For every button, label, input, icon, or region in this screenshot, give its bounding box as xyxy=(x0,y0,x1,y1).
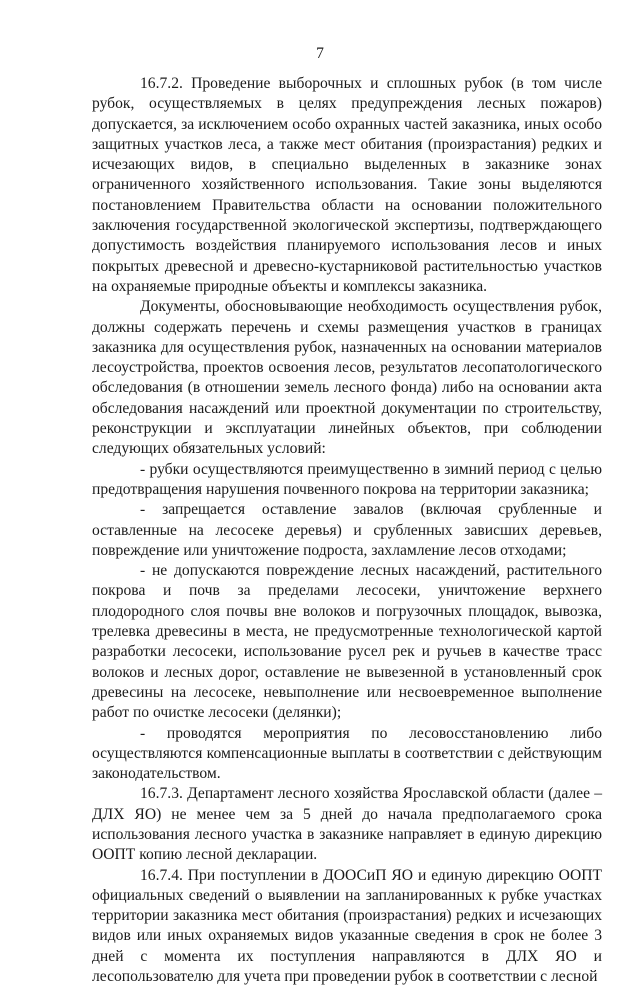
condition-reforestation: - проводятся мероприятия по лесовосстановлению либо осуществляются компенсационные выплаты в соответствии с действующим законодательством. xyxy=(92,724,602,783)
paragraph-documents-requirements: Документы, обосновывающие необходимость осуществления рубок, должны содержать перечень и схемы размещения участков в границах заказника для осуществления рубок, назначенных на основании материалов лесоустройства, проектов освоения лесов, результатов лесопатологического обследования (в отношении земель лесного фонда) либо на основании акта обследования насаждений или проектной документации по строительству, реконструкции и эксплуатации линейных объектов, при соблюдении следующих обязательных условий: xyxy=(92,298,602,458)
paragraph-16-7-3: 16.7.3. Департамент лесного хозяйства Ярославской области (далее – ДЛХ ЯО) не менее чем за 5 дней до начала предполагаемого срока использования лесного участка в заказнике направляет в единую дирекцию ООПТ копию лесной декларации. xyxy=(92,785,602,864)
document-body xyxy=(92,74,602,987)
paragraph-16-7-2: 16.7.2. Проведение выборочных и сплошных рубок (в том числе рубок, осуществляемых в целях предупреждения лесных пожаров) допускается, за исключением особо охранных частей заказника, иных особо защитных участков леса, а также мест обитания (произрастания) редких и исчезающих видов, в специально выделенных в заказнике зонах ограниченного хозяйственного использования. Такие зоны выделяются постановлением Правительства области на основании положительного заключения государственной экологической экспертизы, подтверждающего допустимость воздействия планируемого использования лесов и иных покрытых древесной и древесно-кустарниковой растительностью участков на охраняемые природные объекты и комплексы заказника. xyxy=(92,75,602,295)
paragraph-16-7-4: 16.7.4. При поступлении в ДООСиП ЯО и единую дирекцию ООПТ официальных сведений о выявлении на запланированных к рубке участках территории заказника мест обитания (произрастания) редких и исчезающих видов или иных охраняемых видов указанные сведения в срок не более 3 дней с момента их поступления направляются в ДЛХ ЯО и лесопользователю для учета при проведении рубок в соответствии с лесной xyxy=(92,866,602,986)
page-number: 7 xyxy=(316,45,324,62)
condition-winter-felling: - рубки осуществляются преимущественно в зимний период с целью предотвращения нарушения почвенного покрова на территории заказника; xyxy=(92,460,602,498)
condition-no-debris: - запрещается оставление завалов (включая срубленные и оставленные на лесосеке деревья) и срубленных зависших деревьев, повреждение или уничтожение подроста, захламление лесов отходами; xyxy=(92,501,602,559)
condition-no-damage: - не допускаются повреждение лесных насаждений, растительного покрова и почв за пределами лесосеки, уничтожение верхнего плодородного слоя почвы вне волоков и погрузочных площадок, вывозка, трелевка древесины в места, не предусмотренные технологической картой разработки лесосеки, использование русел рек и ручьев в качестве трасс волоков и лесных дорог, оставление не вывезенной в установленный срок древесины на лесосеке, невыполнение или несвоевременное выполнение работ по очистке лесосеки (делянки); xyxy=(92,562,602,722)
